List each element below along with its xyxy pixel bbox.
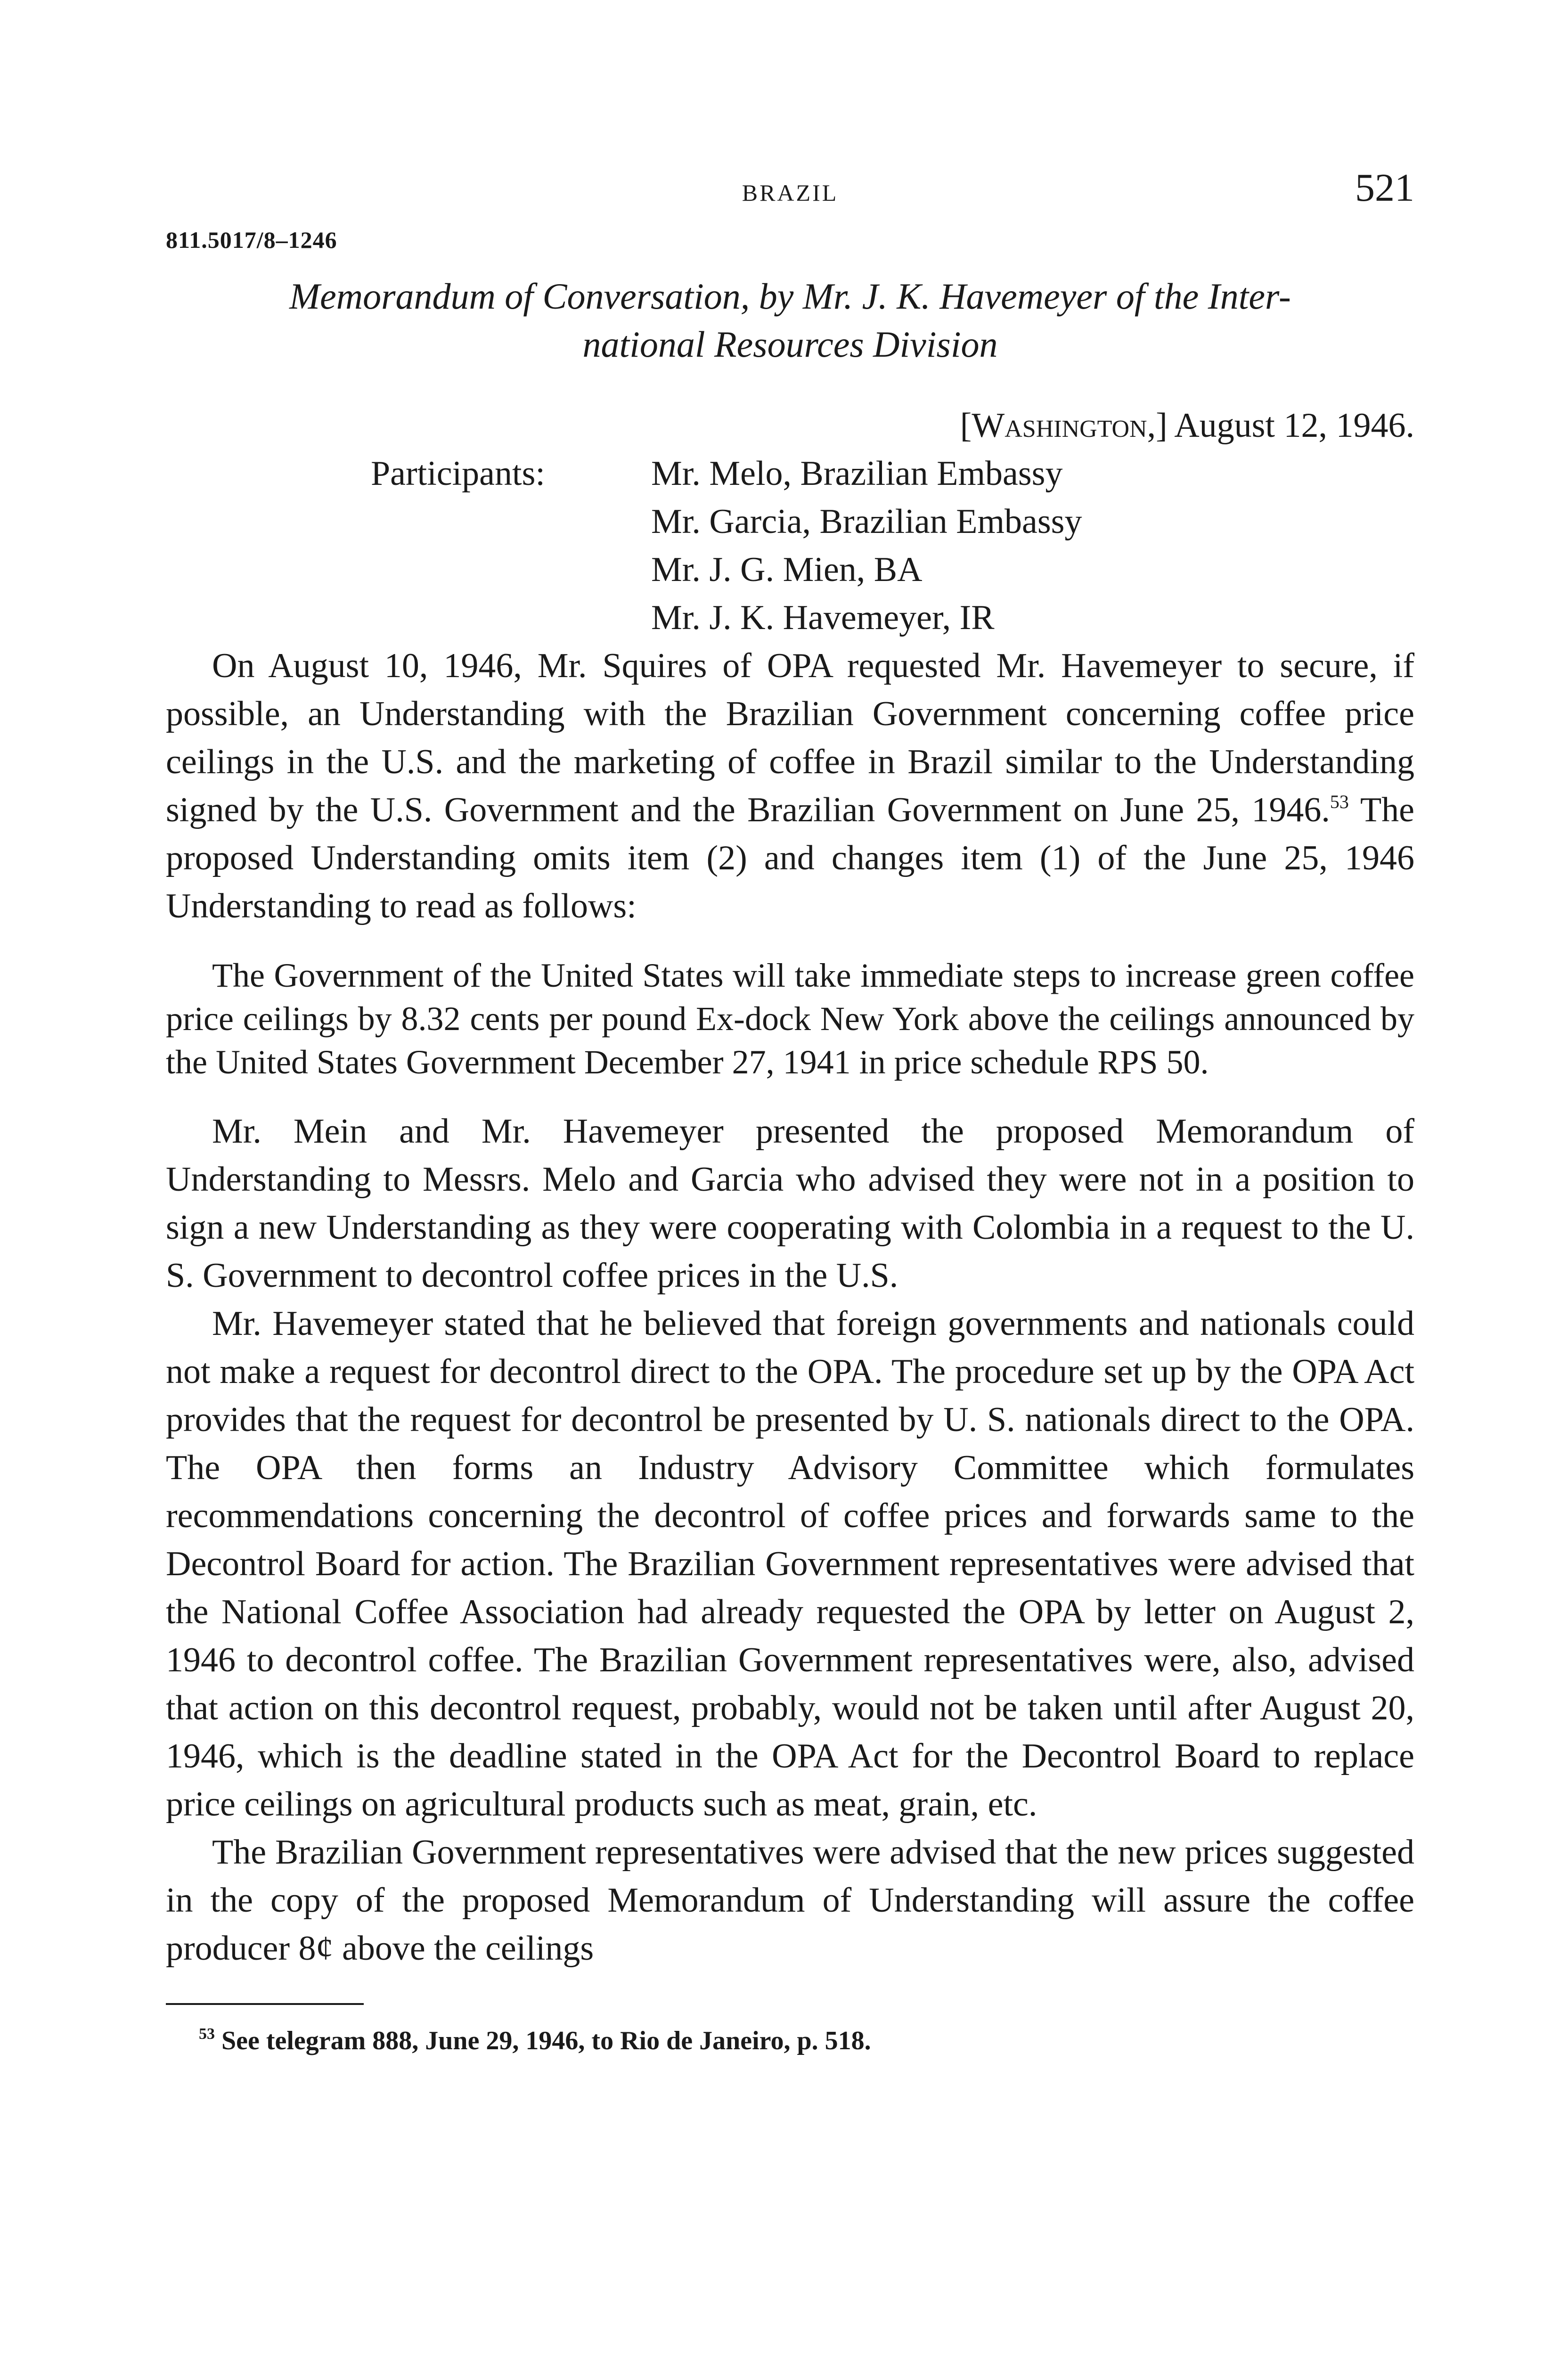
running-header [166, 155, 1414, 212]
footnote-reference[interactable]: 53 [1330, 791, 1349, 812]
dateline-date: August 12, 1946. [1174, 406, 1414, 445]
participant-item: Mr. Garcia, Brazilian Embassy [651, 502, 1082, 541]
footnote-text: See telegram 888, June 29, 1946, to Rio de Janeiro, p. 518. [215, 2026, 871, 2055]
participant-item: Mr. J. K. Havemeyer, IR [651, 598, 995, 637]
page-number: 521 [1355, 166, 1414, 210]
paragraph-text: On August 10, 1946, Mr. Squires of OPA requested Mr. Havemeyer to secure, if possible, an Understanding with the Brazilian Government concerning coffee price ceilings in the U.S. and the marketing of coffee in Brazil similar to the Understanding signed by the U.S. Government and the Brazilian Government on June 25, 1946. [166, 646, 1414, 829]
block-quote: The Government of the United States will take immediate steps to increase green coffee price ceilings by 8.32 cents per pound Ex-dock New York above the ceilings announced by the United States Government December 27, 1941 in price schedule RPS 50. [166, 957, 1414, 1081]
footnote-number: 53 [199, 2025, 215, 2043]
body-paragraph-1 [166, 642, 1414, 930]
paragraph-text: The proposed Understanding omits item (2) and changes item (1) of the June 25, 1946 Understanding to read as follows: [166, 791, 1414, 925]
document-title-line-2: national Resources Division [582, 324, 998, 365]
file-number: 811.5017/8–1246 [166, 227, 337, 253]
footnote [199, 2024, 1414, 2058]
dateline [166, 401, 1414, 450]
participant-item: Mr. J. G. Mien, BA [651, 550, 923, 589]
body-paragraph-2: Mr. Mein and Mr. Havemeyer presented the proposed Memorandum of Understanding to Messrs. Melo and Garcia who advised they were not in a position to sign a new Understanding as they were cooperating with Colombia in a request to the U. S. Government to decontrol coffee prices in the U.S. [166, 1112, 1414, 1295]
document-title [166, 272, 1414, 368]
running-title: BRAZIL [742, 180, 839, 206]
document-page [166, 155, 1414, 2058]
participants-block [371, 450, 1414, 642]
dateline-place: [Washington,] [960, 406, 1168, 445]
body-paragraph-3: Mr. Havemeyer stated that he believed that foreign governments and nationals could not make a request for decontrol direct to the OPA. The procedure set up by the OPA Act provides that the request for decontrol be presented by U. S. nationals direct to the OPA. The OPA then forms an Industry Advisory Committee which formulates recommendations concerning the decontrol of coffee prices and forwards same to the Decontrol Board for action. The Brazilian Government representatives were advised that the National Coffee Association had already requested the OPA by letter on August 2, 1946 to decontrol coffee. The Brazilian Government representatives were, also, advised that action on this decontrol request, probably, would not be taken until after August 20, 1946, which is the deadline stated in the OPA Act for the Decontrol Board to replace price ceilings on agricultural products such as meat, grain, etc. [166, 1304, 1414, 1824]
participant-item: Mr. Melo, Brazilian Embassy [651, 454, 1063, 493]
footnote-divider [166, 2003, 364, 2005]
participants-label: Participants: [371, 454, 545, 493]
body-paragraph-4: The Brazilian Government representatives were advised that the new prices suggested in the copy of the proposed Memorandum of Understanding will assure the coffee producer 8¢ above the ceilings [166, 1833, 1414, 1968]
participant-list [651, 450, 1082, 642]
document-title-line-1: Memorandum of Conversation, by Mr. J. K. Havemeyer of the Inter- [289, 276, 1291, 317]
